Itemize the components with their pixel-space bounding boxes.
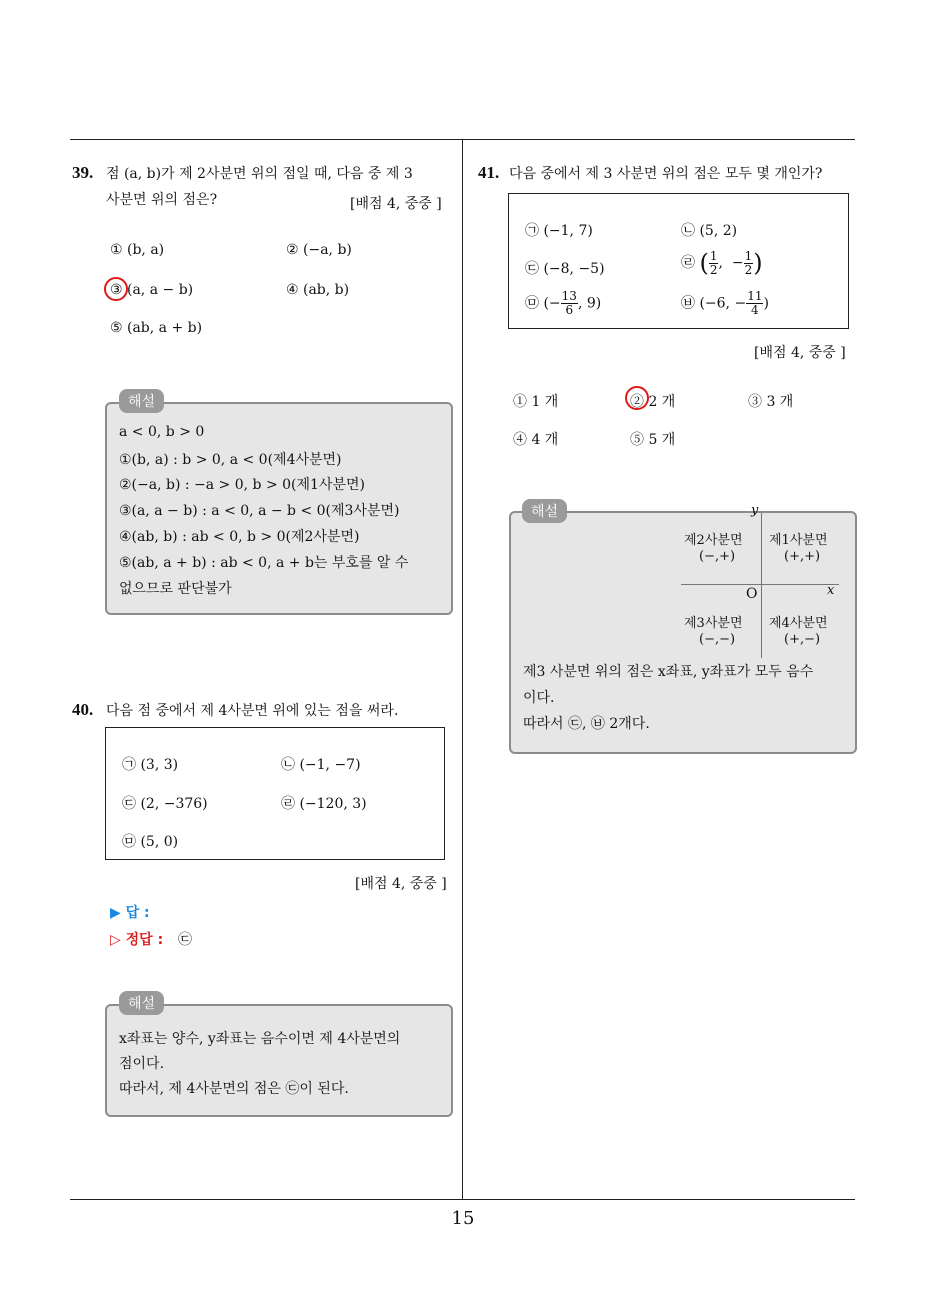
- q41-option-5[interactable]: ⑤ 5 개: [630, 432, 676, 448]
- q40-correct-label: ▷ 정답 :: [110, 932, 164, 948]
- q41-p5-tail: , 9): [577, 295, 602, 312]
- bottom-rule: [70, 1199, 855, 1200]
- q39-expl-line-6: ⑤(ab, a + b) : ab < 0, a + b는 부호를 알 수: [119, 555, 409, 571]
- x-axis-line: [681, 584, 839, 585]
- q39-option-2[interactable]: ② (−a, b): [286, 242, 352, 258]
- quadrant-4-sign: (+,−): [784, 632, 821, 647]
- quadrant-4-label: 제4사분면: [769, 616, 828, 631]
- q41-point-3: ㉢ (−8, −5): [525, 261, 605, 277]
- quadrant-3-sign: (−,−): [699, 632, 736, 647]
- q41-option-2[interactable]: ② 2 개: [630, 394, 676, 410]
- quadrant-2-sign: (−,+): [699, 549, 736, 564]
- q40-point-4: ㉣ (−120, 3): [281, 796, 367, 812]
- q39-text-line2: 사분면 위의 점은?: [106, 192, 218, 208]
- q41-text: 다음 중에서 제 3 사분면 위의 점은 모두 몇 개인가?: [509, 166, 823, 182]
- q40-point-3: ㉢ (2, −376): [122, 796, 208, 812]
- q40-explanation-box: [105, 1004, 453, 1117]
- q41-expl-line-2: 이다.: [523, 690, 555, 706]
- q39-number: 39.: [72, 163, 94, 182]
- column-divider: [462, 139, 463, 1200]
- q41-points-box: [508, 193, 849, 329]
- q40-text: 다음 점 중에서 제 4사분면 위에 있는 점을 써라.: [106, 703, 399, 719]
- q40-points-box: [105, 727, 445, 860]
- quadrant-diagram: [681, 503, 841, 658]
- q41-p4-den1: 2: [709, 262, 718, 277]
- q40-meta: [배점 4, 중중 ]: [355, 876, 447, 892]
- q40-point-1: ㉠ (3, 3): [122, 757, 179, 773]
- q41-point-5-label: ㉤: [525, 295, 539, 312]
- q39-explanation-box: [105, 402, 453, 615]
- q41-p5-num: 13: [561, 289, 577, 303]
- quadrant-1-label: 제1사분면: [769, 533, 828, 548]
- q39-text-line1: 점 (a, b)가 제 2사분면 위의 점일 때, 다음 중 제 3: [106, 166, 413, 182]
- q41-explanation-box: [509, 503, 857, 754]
- q39-explanation-tag: 해설: [119, 389, 164, 413]
- origin-label: O: [746, 586, 758, 602]
- q41-p6-num: 11: [747, 289, 763, 303]
- q41-meta: [배점 4, 중중 ]: [754, 345, 846, 361]
- q40-correct-value: ㉢: [178, 932, 192, 948]
- q39-meta: [배점 4, 중중 ]: [350, 196, 442, 212]
- q41-number: 41.: [478, 163, 500, 182]
- q41-option-4[interactable]: ④ 4 개: [513, 432, 559, 448]
- y-axis-label: y: [751, 503, 759, 518]
- quadrant-3-label: 제3사분면: [684, 616, 743, 631]
- q40-point-5: ㉤ (5, 0): [122, 834, 179, 850]
- x-axis-label: x: [827, 583, 835, 598]
- q39-expl-line-4: ③(a, a − b) : a < 0, a − b < 0(제3사분면): [119, 503, 400, 519]
- q41-p4-num2: 1: [744, 248, 753, 263]
- q41-selected-circle: [625, 386, 649, 410]
- q41-point-6-label: ㉥ (−6, −: [681, 295, 747, 312]
- quadrant-2-label: 제2사분면: [684, 533, 743, 548]
- q39-expl-line-7: 없으므로 판단불가: [119, 581, 232, 597]
- q40-answer-label: ▶ 답 :: [110, 905, 150, 921]
- quadrant-1-sign: (+,+): [784, 549, 821, 564]
- q41-point-5: ㉤ (− $\frac{13}{6}$ , 9): [525, 289, 602, 317]
- page-number: 15: [451, 1208, 475, 1229]
- q41-point-2: ㉡ (5, 2): [681, 223, 738, 239]
- q41-expl-line-3: 따라서 ㉢, ㉥ 2개다.: [523, 716, 650, 732]
- q40-point-2: ㉡ (−1, −7): [281, 757, 361, 773]
- q39-option-5[interactable]: ⑤ (ab, a + b): [110, 320, 203, 336]
- q40-expl-line-2: 점이다.: [119, 1056, 165, 1072]
- q41-p4-num1: 1: [709, 248, 718, 263]
- q41-option-3[interactable]: ③ 3 개: [748, 394, 794, 410]
- q41-point-1: ㉠ (−1, 7): [525, 223, 593, 239]
- q41-p4-den2: 2: [744, 262, 753, 277]
- q39-expl-line-3: ②(−a, b) : −a > 0, b > 0(제1사분면): [119, 477, 365, 493]
- q39-expl-line-2: ①(b, a) : b > 0, a < 0(제4사분면): [119, 452, 342, 468]
- q39-selected-circle: [104, 277, 128, 301]
- q41-option-1[interactable]: ① 1 개: [513, 394, 559, 410]
- q41-p5-den: 6: [565, 303, 574, 317]
- q41-point-4-label: ㉣: [681, 255, 695, 271]
- q41-expl-line-1: 제3 사분면 위의 점은 x좌표, y좌표가 모두 음수: [523, 664, 814, 680]
- q39-expl-line-5: ④(ab, b) : ab < 0, b > 0(제2사분면): [119, 529, 360, 545]
- q39-option-1[interactable]: ① (b, a): [110, 242, 165, 258]
- q41-point-6: ㉥ (−6, − $\frac{11}{4}$ ): [681, 289, 769, 317]
- q41-explanation-tag: 해설: [522, 499, 567, 523]
- y-axis-line: [761, 513, 762, 658]
- q39-expl-line-1: a < 0, b > 0: [119, 424, 205, 440]
- q41-p6-den: 4: [751, 303, 759, 317]
- q39-option-4[interactable]: ④ (ab, b): [286, 282, 350, 298]
- q40-explanation-tag: 해설: [119, 991, 164, 1015]
- q40-expl-line-1: x좌표는 양수, y좌표는 음수이면 제 4사분면의: [119, 1031, 401, 1047]
- q40-number: 40.: [72, 700, 94, 719]
- q41-point-4: ㉣ ( $\frac{1}{2}$ , − $\frac{1}{2}$ ): [681, 248, 763, 277]
- q39-option-3[interactable]: ③ (a, a − b): [110, 282, 194, 298]
- q40-expl-line-3: 따라서, 제 4사분면의 점은 ㉢이 된다.: [119, 1081, 349, 1097]
